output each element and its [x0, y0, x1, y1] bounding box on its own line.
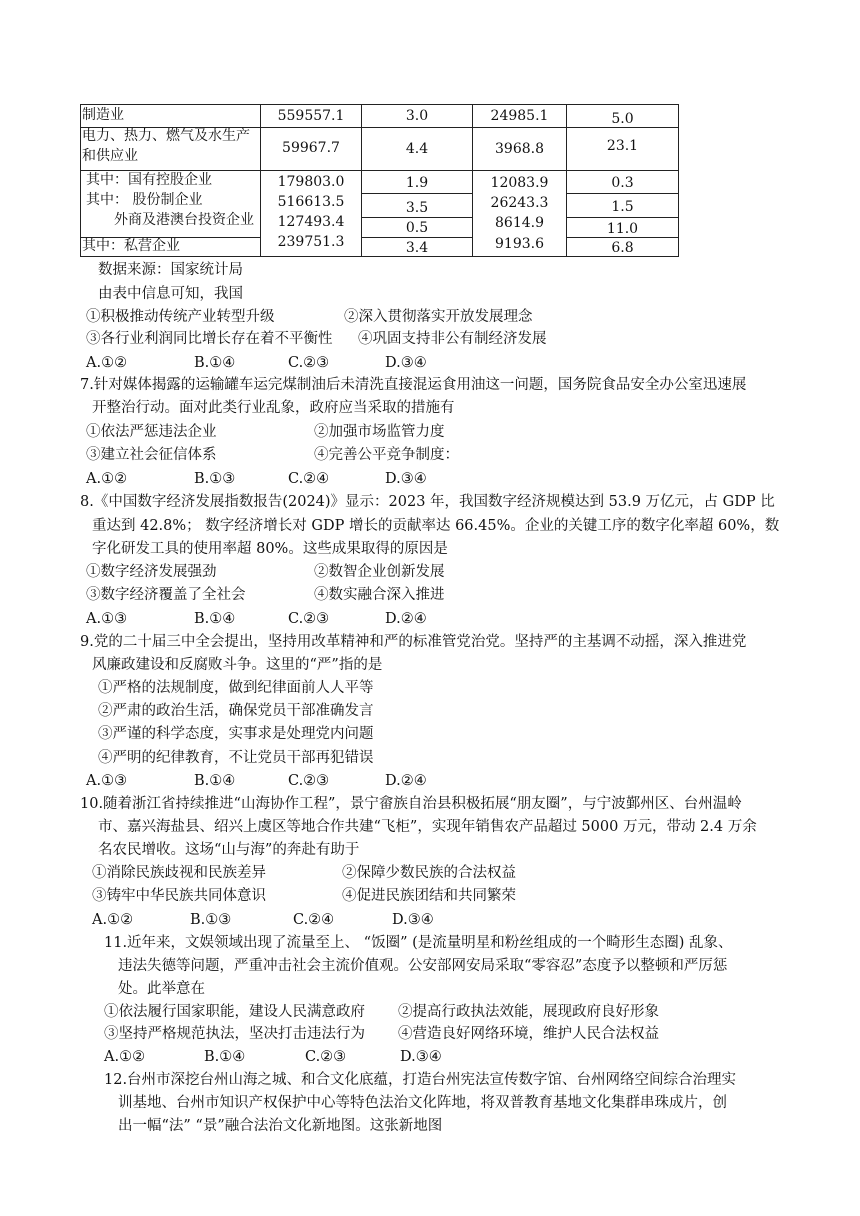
table-cell: 3.5 — [405, 200, 429, 216]
table-cell: 59967.7 — [282, 140, 340, 156]
q6-option-4: ④巩固支持非公有制经济发展 — [358, 331, 547, 347]
table-cell: 制造业 — [82, 107, 124, 123]
q11-option-4: ④营造良好网络环境，维护人民合法权益 — [398, 1026, 659, 1042]
q11-choice-b: B.①④ — [204, 1049, 246, 1065]
q6-stem: 由表中信息可知，我国 — [98, 286, 243, 302]
table-cell: 0.3 — [611, 175, 634, 191]
q11-line-2: 违法失德等问题，严重冲击社会主流价值观。公安部网安局采取“零容忍”态度予以整顿和严厉惩 — [118, 958, 728, 974]
table-cell: 其中：国有控股企业 — [86, 172, 212, 188]
q12-line-3: 出一幅“法” “景”融合法治文化新地图。这张新地图 — [118, 1118, 443, 1134]
q8-option-3: ③数字经济覆盖了全社会 — [86, 587, 246, 603]
q6-option-1: ①积极推动传统产业转型升级 — [86, 309, 275, 325]
table-cell: 559557.1 — [277, 108, 345, 124]
table-cell: 6.8 — [611, 240, 634, 256]
q8-line-2: 重达到 42.8%； 数字经济增长对 GDP 增长的贡献率达 66.45%。企业的关键工序的数字化率超 60%，数 — [92, 518, 780, 534]
q10-line-2: 市、嘉兴海盐县、绍兴上虞区等地合作共建“飞柜”，实现年销售农产品超过 5000 万元，带动 2.4 万余 — [98, 819, 757, 835]
table-cell: 516613.5 — [277, 194, 345, 210]
q11-line-3: 处。此举意在 — [118, 981, 205, 997]
table-cell: 其中：私营企业 — [82, 238, 180, 254]
q10-line-1: 10.随着浙江省持续推进“山海协作工程”，景宁畲族自治县积极拓展“朋友圈”，与宁波鄞州区、台州温岭 — [80, 796, 742, 812]
q9-choice-c: C.②③ — [288, 773, 330, 789]
q10-choice-b: B.①③ — [190, 912, 232, 928]
q11-option-2: ②提高行政执法效能，展现政府良好形象 — [398, 1004, 659, 1020]
q10-option-4: ④促进民族团结和共同繁荣 — [342, 888, 516, 904]
table-cell: 4.4 — [405, 141, 429, 157]
q10-choice-c: C.②④ — [293, 912, 335, 928]
q6-option-3: ③各行业利润同比增长存在着不平衡性 — [86, 331, 333, 347]
q12-line-1: 12.台州市深挖台州山海之城、和合文化底蕴，打造台州宪法宣传数字馆、台州网络空间综合治理实 — [104, 1072, 737, 1088]
q8-line-3: 字化研发工具的使用率超 80%。这些成果取得的原因是 — [92, 541, 448, 557]
q8-choice-a: A.①③ — [86, 611, 128, 627]
data-source: 数据来源：国家统计局 — [98, 262, 243, 278]
q7-line-1: 7.针对媒体揭露的运输罐车运完煤制油后未清洗直接混运食用油这一问题，国务院食品安全办公室迅速展 — [80, 377, 747, 393]
q8-line-1: 8.《中国数字经济发展指数报告(2024)》显示：2023 年，我国数字经济规模达到 53.9 万亿元，占 GDP 比 — [80, 494, 775, 510]
table-cell: 和供应业 — [82, 148, 138, 164]
q11-choice-a: A.①② — [104, 1049, 146, 1065]
table-cell: 239751.3 — [277, 234, 345, 250]
q10-line-3: 名农民增收。这场“山与海”的奔赴有助于 — [98, 842, 360, 858]
q7-choice-d: D.③④ — [385, 471, 427, 487]
table-cell: 其中： 股份制企业 — [86, 192, 203, 208]
q6-choice-c: C.②③ — [288, 355, 330, 371]
q8-choice-c: C.②③ — [288, 611, 330, 627]
q11-choice-c: C.②③ — [305, 1049, 347, 1065]
q10-choice-a: A.①② — [92, 912, 134, 928]
table-cell: 5.0 — [611, 111, 634, 127]
table-cell: 电力、热力、燃气及水生产 — [82, 128, 250, 144]
q9-option-4: ④严明的纪律教育，不让党员干部再犯错误 — [98, 750, 374, 766]
q9-line-1: 9.党的二十届三中全会提出，坚持用改革精神和严的标准管党治党。坚持严的主基调不动摇，深入推进党 — [80, 634, 747, 650]
q6-option-2: ②深入贯彻落实开放发展理念 — [344, 309, 533, 325]
table-cell: 179803.0 — [277, 174, 345, 190]
q7-choice-b: B.①③ — [194, 471, 236, 487]
table-cell: 11.0 — [606, 221, 639, 237]
q8-option-4: ④数实融合深入推进 — [314, 587, 445, 603]
q11-choice-d: D.③④ — [400, 1049, 442, 1065]
table-cell: 8614.9 — [495, 215, 544, 231]
table-cell: 24985.1 — [490, 108, 549, 124]
table-cell: 9193.6 — [495, 236, 544, 252]
q9-option-1: ①严格的法规制度，做到纪律面前人人平等 — [98, 680, 374, 696]
q12-line-2: 训基地、台州市知识产权保护中心等特色法治文化阵地，将双普教育基地文化集群串珠成片，创 — [118, 1095, 727, 1111]
q7-option-3: ③建立社会征信体系 — [86, 447, 217, 463]
table-cell: 127493.4 — [277, 214, 345, 230]
q8-choice-b: B.①④ — [194, 611, 236, 627]
q9-option-3: ③严谨的科学态度，实事求是处理党内问题 — [98, 726, 374, 742]
q6-choice-a: A.①② — [86, 355, 128, 371]
q9-option-2: ②严肃的政治生活，确保党员干部准确发言 — [98, 703, 374, 719]
table-cell: 0.5 — [405, 220, 429, 236]
q8-option-2: ②数智企业创新发展 — [314, 564, 445, 580]
q7-option-4: ④完善公平竞争制度： — [314, 447, 459, 463]
table-cell: 23.1 — [606, 138, 639, 154]
q11-option-1: ①依法履行国家职能，建设人民满意政府 — [104, 1004, 365, 1020]
q6-choice-d: D.③④ — [385, 355, 427, 371]
table-cell: 26243.3 — [490, 195, 549, 211]
q10-choice-d: D.③④ — [392, 912, 434, 928]
q9-choice-b: B.①④ — [194, 773, 236, 789]
table-cell: 外商及港澳台投资企业 — [114, 212, 254, 228]
q11-line-1: 11.近年来，文娱领域出现了流量至上、 “饭圈” (是流量明星和粉丝组成的一个畸形生态圈) 乱象、 — [104, 935, 733, 951]
table-cell: 3968.8 — [495, 141, 544, 157]
q10-option-1: ①消除民族歧视和民族差异 — [92, 865, 266, 881]
table-cell: 1.9 — [405, 175, 429, 191]
q10-option-3: ③铸牢中华民族共同体意识 — [92, 888, 266, 904]
table-cell: 12083.9 — [490, 175, 549, 191]
q6-choice-b: B.①④ — [194, 355, 236, 371]
q8-choice-d: D.②④ — [385, 611, 427, 627]
q7-line-2: 开整治行动。面对此类行业乱象，政府应当采取的措施有 — [92, 400, 455, 416]
table-cell: 3.0 — [405, 108, 429, 124]
q9-choice-a: A.①③ — [86, 773, 128, 789]
q9-choice-d: D.②④ — [385, 773, 427, 789]
table-cell: 3.4 — [405, 240, 429, 256]
q11-option-3: ③坚持严格规范执法，坚决打击违法行为 — [104, 1026, 365, 1042]
q7-choice-a: A.①② — [86, 471, 128, 487]
q7-option-2: ②加强市场监管力度 — [314, 424, 445, 440]
table-cell: 1.5 — [611, 199, 634, 215]
q8-option-1: ①数字经济发展强劲 — [86, 564, 217, 580]
q7-option-1: ①依法严惩违法企业 — [86, 424, 217, 440]
q7-choice-c: C.②④ — [288, 471, 330, 487]
q10-option-2: ②保障少数民族的合法权益 — [342, 865, 516, 881]
q9-line-2: 风廉政建设和反腐败斗争。这里的“严”指的是 — [92, 657, 383, 673]
